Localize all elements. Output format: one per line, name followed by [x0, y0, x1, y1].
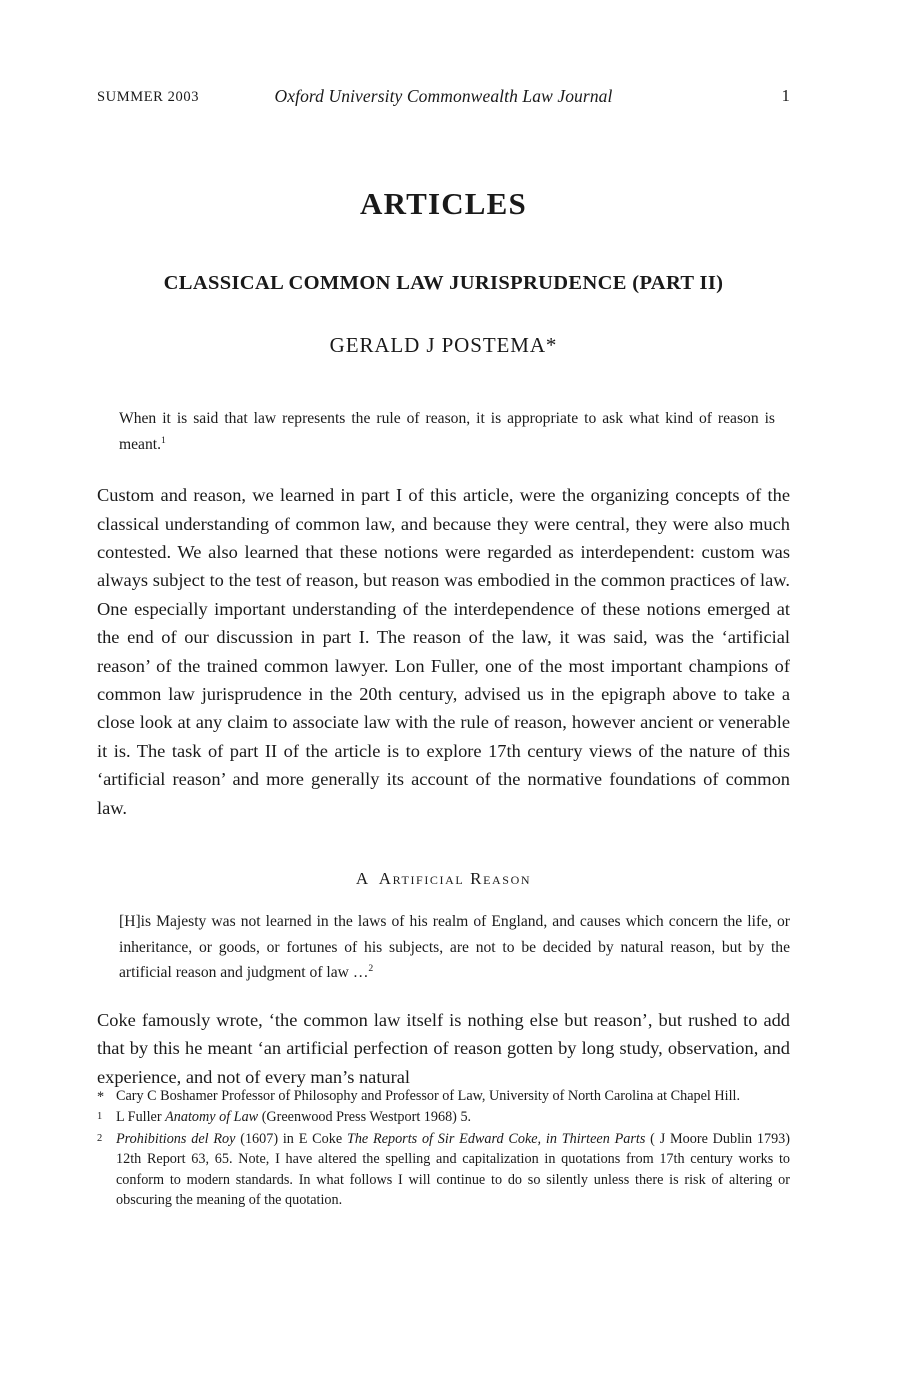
epigraph-one-text: When it is said that law represents the rule of reason, it is appropriate to ask what kind of reason is meant. [119, 410, 775, 453]
epigraph-two-text: [H]is Majesty was not learned in the laws of his realm of England, and causes which concern the life, or inheritance, or goods, or fortunes of his subjects, are not to be decided by natural reason, but by the artificial reason and judgment of law … [119, 913, 790, 982]
footnote-entry [97, 1107, 790, 1127]
footnotes-block [97, 1086, 790, 1211]
epigraph-one [119, 406, 775, 457]
footnote-text [116, 1086, 790, 1106]
header-issue: SUMMER 2003 [97, 89, 200, 105]
footnote-title-italic: Anatomy of Law [165, 1109, 259, 1126]
section-heading-label: Artificial Reason [378, 869, 532, 889]
footnote-text-run: (1607) in E Coke [235, 1130, 347, 1147]
page-number: 1 [781, 86, 790, 105]
article-body [97, 406, 790, 1091]
running-header [97, 86, 790, 110]
footnote-text-run: ( J Moore Dublin 1793) 12th Report 63, 65. Note, I have altered the spelling and capitalization in quotations from 17th century works to conform to modern standards. In what follows I will continue to do so silently unless there is risk of altering or obscuring the meaning of the quotation. [116, 1130, 790, 1209]
footnote-marker: 1 [97, 1111, 103, 1123]
epigraph-one-note-marker: 1 [161, 434, 166, 446]
section-label: ARTICLES [359, 186, 527, 221]
footnote-marker: 2 [97, 1132, 103, 1144]
footnote-entry [97, 1086, 790, 1106]
epigraph-two-note-marker: 2 [368, 963, 374, 975]
footnote-text [116, 1129, 790, 1211]
header-journal-title: Oxford University Commonwealth Law Journal [274, 86, 613, 106]
page-title: CLASSICAL COMMON LAW JURISPRUDENCE (PART II) [163, 272, 724, 294]
paragraph-one: Custom and reason, we learned in part I of this article, were the organizing concepts of the classical understanding of common law, and because they were central, they were also much contested. We also learned that these notions were regarded as interdependent: custom was always subject to the test of reason, but reason was embodied in the common practices of law. One especially important understanding of the interdependence of these notions emerged at the end of our discussion in part I. The reason of the law, it was said, was the ‘artificial reason’ of the trained common lawyer. Lon Fuller, one of the most important champions of common law jurisprudence in the 20th century, advised us in the epigraph above to take a close look at any claim to associate law with the rule of reason, however ancient or venerable it is. The task of part II of the article is to explore 17th century views of the nature of this ‘artificial reason’ and more generally its account of the normative foundations of common law. [97, 485, 790, 818]
footnote-title-italic: The Reports of Sir Edward Coke, in Thirteen Parts [346, 1130, 646, 1147]
section-heading [97, 869, 790, 889]
footnote-marker: * [97, 1089, 105, 1105]
footnote-text-run: (Greenwood Press Westport 1968) 5. [258, 1109, 472, 1126]
paragraph-two: Coke famously wrote, ‘the common law itself is nothing else but reason’, but rushed to add that by this he meant ‘an artificial perfection of reason gotten by long study, observation, and experience, and not of every man’s natural [97, 1009, 790, 1087]
section-letter: A [355, 869, 370, 889]
footnote-text-run: Cary C Boshamer Professor of Philosophy and Professor of Law, University of North Carolina at Chapel Hill. [116, 1088, 741, 1104]
author-byline: GERALD J POSTEMA* [329, 333, 558, 357]
footnote-title-italic: Prohibitions del Roy [116, 1130, 236, 1147]
footnote-entry [97, 1129, 790, 1211]
footnote-text-run: L Fuller [116, 1109, 166, 1126]
epigraph-two [119, 909, 790, 986]
footnote-text [116, 1107, 790, 1127]
